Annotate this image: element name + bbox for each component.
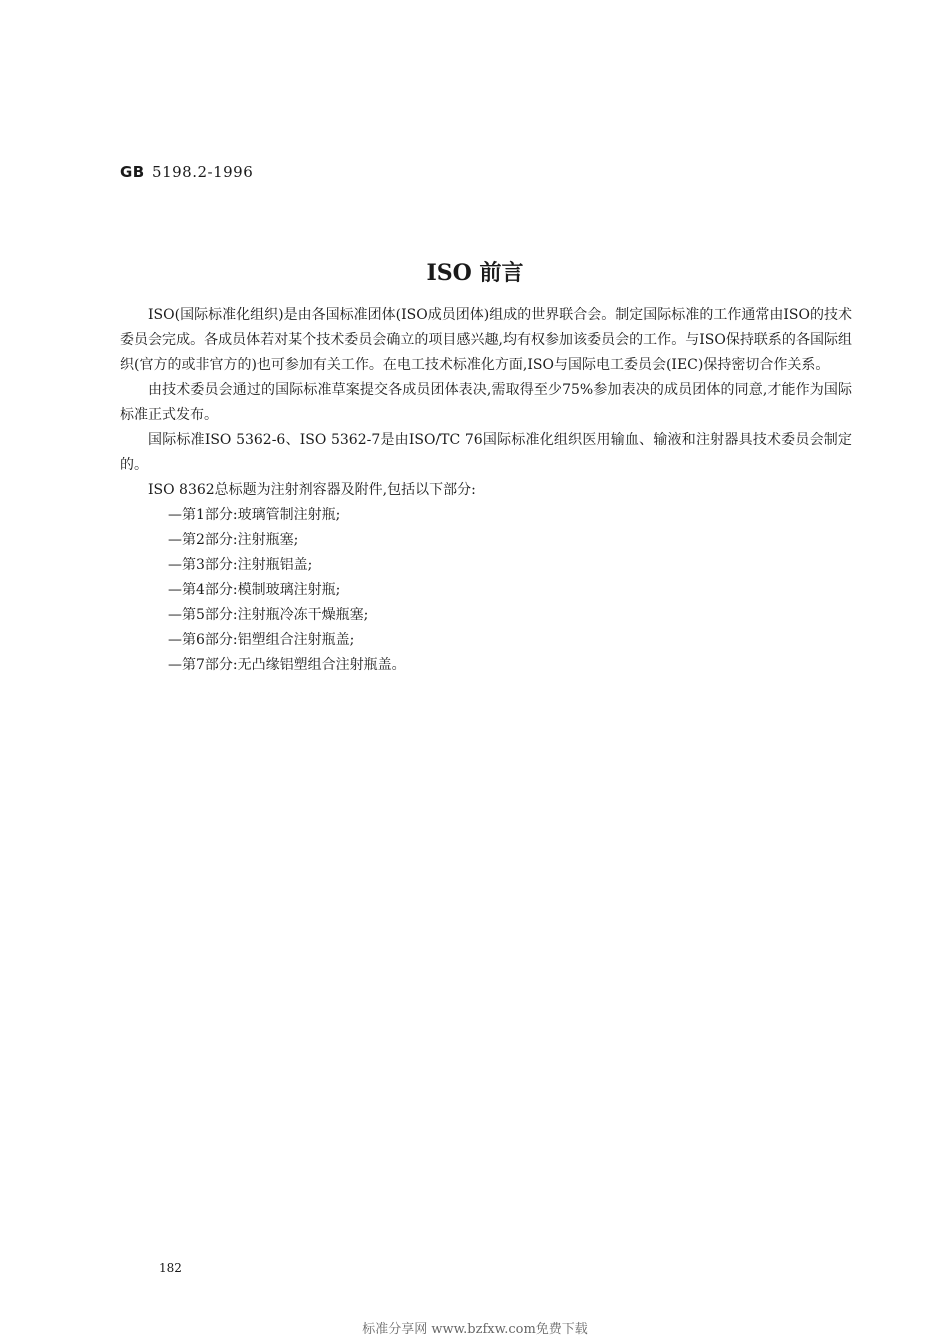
paragraph-parts-intro: ISO 8362总标题为注射剂容器及附件,包括以下部分:	[148, 482, 476, 498]
footer-watermark: 标准分享网 www.bzfxw.com免费下载	[362, 1322, 588, 1337]
list-item: —第5部分:注射瓶冷冻干燥瓶塞;	[168, 607, 369, 623]
list-item: —第1部分:玻璃管制注射瓶;	[168, 507, 341, 523]
page-number: 182	[159, 1261, 182, 1275]
list-item: —第3部分:注射瓶铝盖;	[168, 557, 313, 573]
list-item: —第4部分:模制玻璃注射瓶;	[168, 582, 341, 598]
list-item: —第2部分:注射瓶塞;	[168, 532, 299, 548]
standard-number: 5198.2-1996	[152, 163, 254, 181]
paragraph-iso-intro: ISO(国际标准化组织)是由各国标准团体(ISO成员团体)组成的世界联合会。制定国际标准的工作通常由ISO的技术委员会完成。各成员体若对某个技术委员会确立的项目感兴趣,均有权参加该委员会的工作。与ISO保持联系的各国际组织(官方的或非官方的)也可参加有关工作。在电工技术标准化方面,ISO与国际电工委员会(IEC)保持密切合作关系。	[120, 307, 852, 373]
standard-code	[120, 163, 253, 181]
paragraph-voting: 由技术委员会通过的国际标准草案提交各成员团体表决,需取得至少75%参加表决的成员团体的同意,才能作为国际标准正式发布。	[120, 382, 852, 423]
list-item: —第6部分:铝塑组合注射瓶盖;	[168, 632, 355, 648]
parts-list	[120, 503, 852, 678]
page-title: ISO 前言	[426, 260, 524, 286]
document-body	[120, 303, 852, 678]
standard-prefix: GB	[120, 163, 145, 181]
paragraph-committee: 国际标准ISO 5362-6、ISO 5362-7是由ISO/TC 76国际标准化组织医用输血、输液和注射器具技术委员会制定的。	[120, 432, 852, 473]
list-item: —第7部分:无凸缘铝塑组合注射瓶盖。	[168, 657, 406, 673]
